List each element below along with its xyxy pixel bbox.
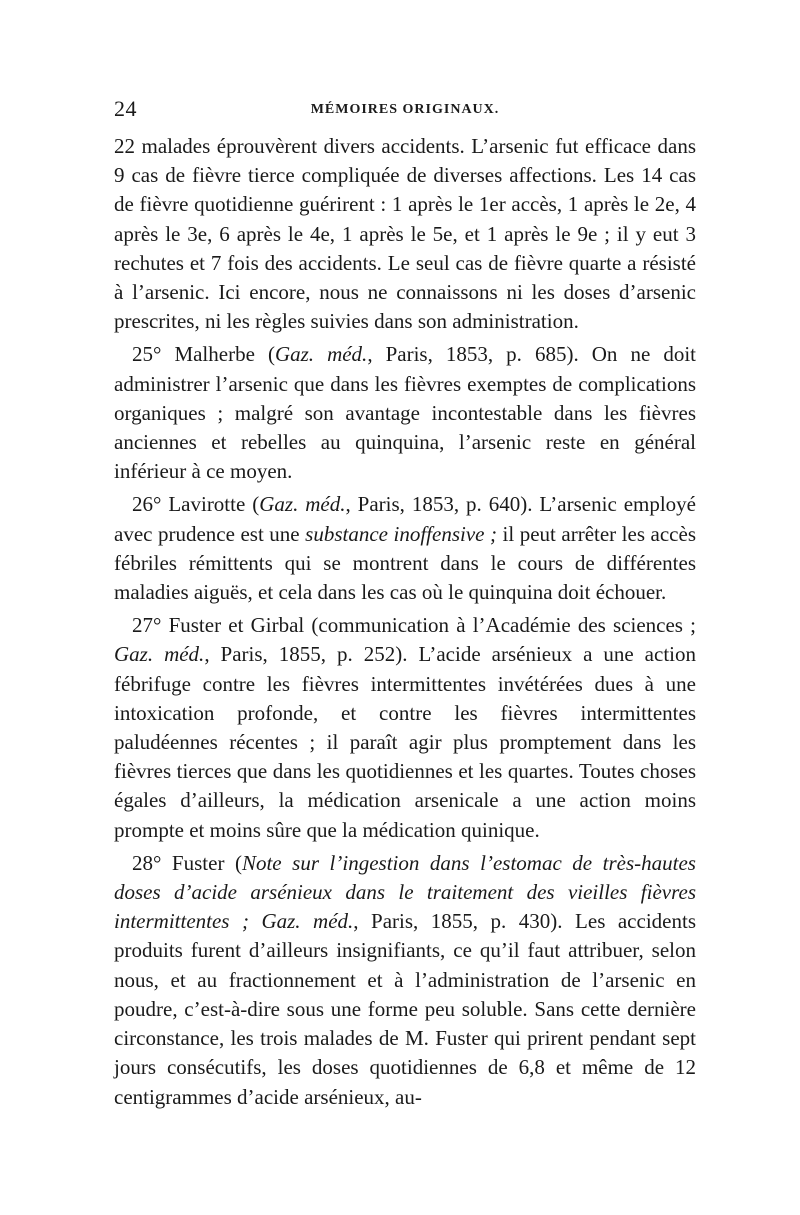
paragraph-text: , Paris, 1855, p. 252). L’acide arsénieux a une action fébrifuge contre les fièvres intermittentes invétérées dues à une intoxication profonde, et contre les fièvres intermittentes paludéennes récentes ; il paraît agir plus promptement dans les fièvres tierces que dans les quotidiennes et les quartes. Toutes choses égales d’ailleurs, la médication arsenicale a une action moins prompte et moins sûre que la médication quinique. (114, 642, 696, 842)
page-header (114, 96, 696, 132)
paragraph-25-malherbe (114, 340, 696, 486)
paragraph-text: , Paris, 1853, p. 640). L’arsenic employé avec prudence est une (114, 492, 697, 546)
citation-lead: 26° Lavirotte ( (132, 492, 260, 517)
journal-title: Gaz. méd. (259, 492, 346, 517)
paragraph-text: il peut arrêter les accès fébriles rémittents qui se montrent dans le cours de différentes maladies aiguës, et cela dans les cas où le quinquina doit échouer. (114, 521, 696, 605)
citation-lead: 27° Fuster et Girbal (communication à l’Académie des sciences ; (132, 613, 696, 638)
emphasis-text: substance inoffensive ; (305, 521, 497, 546)
citation-lead: 28° Fuster ( (132, 850, 242, 875)
journal-title: Gaz. méd. (274, 342, 368, 367)
paragraph-continuation: 22 malades éprouvèrent divers accidents. L’arsenic fut efficace dans 9 cas de fièvre tierce compliquée de diverses affections. Les 14 cas de fièvre quotidienne guérirent : 1 après le 1er accès, 1 après le 2e, 4 après le 3e, 6 après le 4e, 1 après le 5e, et 1 après le 9e ; il y eut 3 rechutes et 7 fois des accidents. Le seul cas de fièvre quarte a résisté à l’arsenic. Ici encore, nous ne connaissons ni les doses d’arsenic prescrites, ni les règles suivies dans son administration. (114, 134, 696, 334)
paragraph-text: , Paris, 1855, p. 430). Les accidents produits furent d’ailleurs insignifiants, ce qu’il faut attribuer, selon nous, et au fractionnement et à l’administration de l’arsenic en poudre, c’est-à-dire sous une forme peu soluble. Sans cette dernière circonstance, les trois malades de M. Fuster qui prirent pendant sept jours consécutifs, les doses quotidiennes de 6,8 et même de 12 centigrammes d’acide arsénieux, au- (114, 909, 696, 1109)
note-title: Note sur l’ingestion dans l’estomac de très-hautes doses d’acide arsénieux dans le traitement des vieilles fièvres intermittentes ; Gaz. méd. (114, 850, 696, 934)
paragraph-28-fuster (114, 849, 696, 1112)
journal-title: Gaz. méd. (114, 642, 205, 667)
citation-lead: 25° Malherbe ( (132, 342, 275, 367)
paragraph-text: , Paris, 1853, p. 685). On ne doit administrer l’arsenic que dans les fièvres exemptes de complications organiques ; malgré son avantage incontestable dans les fièvres anciennes et rebelles au quinquina, l’arsenic reste en général inférieur à ce moyen. (114, 342, 696, 484)
page-number: 24 (114, 96, 137, 121)
paragraph-27-fuster-girbal (114, 611, 696, 845)
paragraph-26-lavirotte (114, 490, 696, 607)
body-text (114, 132, 696, 1112)
book-page (114, 96, 696, 1116)
running-head: MÉMOIRES ORIGINAUX. (310, 102, 500, 117)
